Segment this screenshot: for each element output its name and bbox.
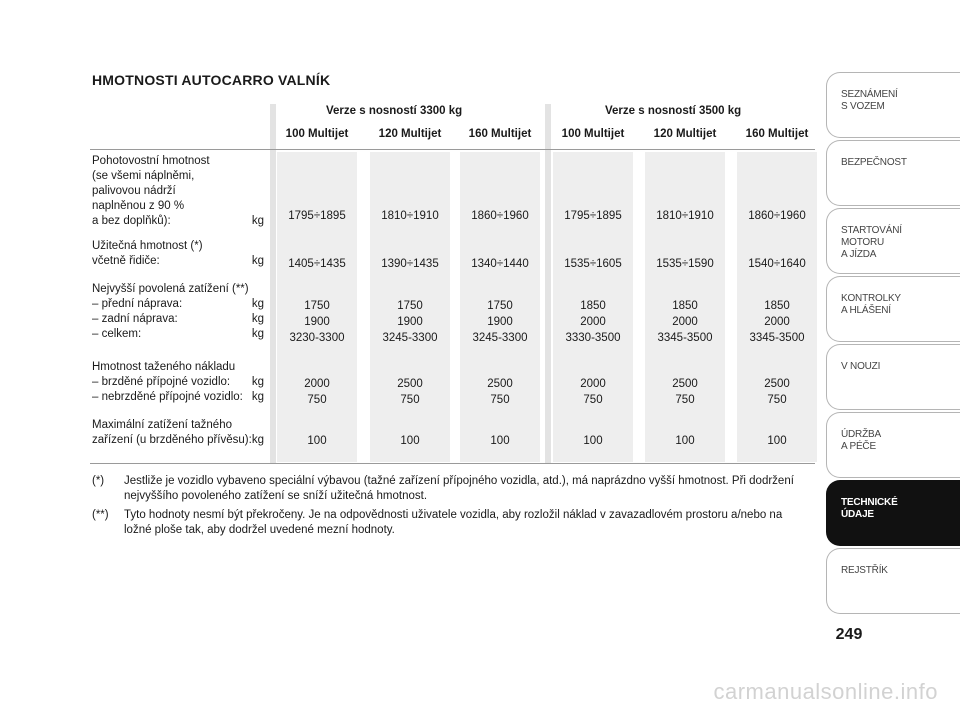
row-label-text: Užitečná hmotnost (*)	[92, 240, 203, 252]
column-separator	[270, 104, 276, 464]
chapter-tab[interactable]	[826, 412, 960, 478]
unit-label: kg	[251, 391, 264, 403]
cell-value: 100	[307, 435, 327, 447]
row-label-text: – zadní náprava:	[92, 313, 178, 325]
row-label-line	[92, 214, 264, 229]
chapter-tab-label: ÚDRŽBA A PÉČE	[841, 429, 881, 452]
cell-value: 1850	[764, 300, 790, 312]
cell-value: 1750	[304, 300, 330, 312]
cell-value: 750	[583, 394, 603, 406]
row-label-line	[92, 297, 264, 312]
table-cell	[370, 376, 450, 408]
row-label-text: a bez doplňků):	[92, 215, 171, 227]
row-label-line	[92, 312, 264, 327]
row-label-text: (se všemi náplněmi,	[92, 170, 195, 182]
unit-label: kg	[251, 255, 264, 267]
table-cell	[645, 433, 725, 449]
cell-value: 1340÷1440	[471, 258, 529, 270]
unit-label: kg	[251, 328, 264, 340]
unit-label: kg	[251, 376, 264, 388]
cell-value: 750	[400, 394, 420, 406]
row-label-line	[92, 390, 264, 405]
header-rule	[90, 149, 815, 150]
footnote	[92, 508, 812, 538]
row-label-text: palivovou nádrží	[92, 185, 176, 197]
cell-value: 2000	[304, 378, 330, 390]
footnotes	[92, 474, 812, 542]
table-cell	[645, 376, 725, 408]
row-label-line	[92, 375, 264, 390]
column-header: 120 Multijet	[653, 128, 717, 140]
cell-value: 2000	[580, 378, 606, 390]
cell-value: 100	[767, 435, 787, 447]
row-label	[92, 360, 264, 405]
row-label-line	[92, 239, 264, 254]
cell-value: 3330-3500	[565, 332, 621, 344]
row-label-line	[92, 184, 264, 199]
chapter-tab[interactable]	[826, 548, 960, 614]
row-label-line	[92, 433, 264, 448]
row-label-text: – brzděné přípojné vozidlo:	[92, 376, 231, 388]
table-cell	[460, 298, 540, 346]
group-header-3300: Verze s nosností 3300 kg	[326, 105, 463, 117]
cell-value: 1405÷1435	[288, 258, 346, 270]
watermark: carmanualsonline.info	[713, 679, 938, 704]
chapter-tab-label: V NOUZI	[841, 361, 881, 372]
chapter-tab-label: TECHNICKÉ ÚDAJE	[841, 497, 898, 520]
cell-value: 100	[583, 435, 603, 447]
cell-value: 1900	[304, 316, 330, 328]
cell-value: 1795÷1895	[564, 210, 622, 222]
row-label-text: – celkem:	[92, 328, 142, 340]
table-cell	[737, 376, 817, 408]
table-cell	[460, 208, 540, 224]
cell-value: 750	[675, 394, 695, 406]
unit-label: kg	[251, 313, 264, 325]
table-cell	[277, 433, 357, 449]
cell-value: 1850	[580, 300, 606, 312]
table-cell	[553, 376, 633, 408]
row-label-text: zařízení (u brzděného přívěsu):	[92, 434, 252, 446]
chapter-tab-label: STARTOVÁNÍ MOTORU A JÍZDA	[841, 225, 902, 260]
cell-value: 1860÷1960	[471, 210, 529, 222]
cell-value: 1750	[487, 300, 513, 312]
table-bottom-rule	[90, 463, 815, 464]
footnote-text: Jestliže je vozidlo vybaveno speciální výbavou (tažné zařízení přípojného vozidla, atd.), má naprázdno vyšší hmotnost. Při dodržení nejvyššího povoleného zatížení se sníží užitečná hmotnost.	[124, 475, 794, 502]
cell-value: 1535÷1590	[656, 258, 714, 270]
chapter-tab-label: REJSTŘÍK	[841, 565, 888, 576]
cell-value: 750	[767, 394, 787, 406]
row-label-line	[92, 418, 264, 433]
table-cell	[370, 256, 450, 272]
chapter-tab[interactable]	[826, 72, 960, 138]
page-number: 249	[835, 626, 863, 643]
group-header-3500: Verze s nosností 3500 kg	[605, 105, 742, 117]
row-label-text: včetně řidiče:	[92, 255, 160, 267]
cell-value: 1850	[672, 300, 698, 312]
row-label	[92, 154, 264, 229]
cell-value: 2000	[672, 316, 698, 328]
row-label-text: – nebrzděné přípojné vozidlo:	[92, 391, 243, 403]
cell-value: 3245-3300	[382, 332, 438, 344]
table-cell	[370, 298, 450, 346]
cell-value: 100	[675, 435, 695, 447]
row-label-text: Maximální zatížení tažného	[92, 419, 232, 431]
column-header: 100 Multijet	[285, 128, 349, 140]
footnote-mark: (*)	[92, 475, 105, 487]
chapter-tab[interactable]	[826, 140, 960, 206]
row-label-line	[92, 327, 264, 342]
cell-value: 1390÷1435	[381, 258, 439, 270]
cell-value: 3245-3300	[472, 332, 528, 344]
row-label-line	[92, 254, 264, 269]
cell-value: 750	[490, 394, 510, 406]
row-label-text: Hmotnost taženého nákladu	[92, 361, 236, 373]
cell-value: 100	[490, 435, 510, 447]
table-cell	[370, 433, 450, 449]
unit-label: kg	[251, 434, 264, 446]
column-header: 160 Multijet	[745, 128, 809, 140]
chapter-tab-label: BEZPEČNOST	[841, 157, 907, 168]
page-title: HMOTNOSTI AUTOCARRO VALNÍK	[92, 72, 331, 88]
table-cell	[277, 256, 357, 272]
table-cell	[553, 433, 633, 449]
cell-value: 3345-3500	[657, 332, 713, 344]
chapter-tab[interactable]	[826, 208, 960, 274]
column-header: 160 Multijet	[468, 128, 532, 140]
table-cell	[460, 256, 540, 272]
row-label-line	[92, 282, 264, 297]
footnote	[92, 474, 812, 504]
row-label-line	[92, 199, 264, 214]
table-cell	[645, 208, 725, 224]
table-cell	[737, 256, 817, 272]
table-cell	[645, 298, 725, 346]
cell-value: 2500	[487, 378, 513, 390]
row-label-text: Pohotovostní hmotnost	[92, 155, 210, 167]
row-label	[92, 418, 264, 448]
chapter-tab[interactable]	[826, 344, 960, 410]
row-label-line	[92, 169, 264, 184]
table-cell	[737, 298, 817, 346]
table-cell	[277, 298, 357, 346]
row-label-text: naplněnou z 90 %	[92, 200, 185, 212]
cell-value: 2000	[764, 316, 790, 328]
table-cell	[553, 256, 633, 272]
footnote-text: Tyto hodnoty nesmí být překročeny. Je na odpovědnosti uživatele vozidla, aby rozložil náklad v zavazadlovém prostoru a/nebo na ložné ploše tak, aby dodržel uvedené mezní hodnoty.	[124, 509, 783, 536]
row-label-line	[92, 360, 264, 375]
table-cell	[737, 433, 817, 449]
cell-value: 100	[400, 435, 420, 447]
cell-value: 1795÷1895	[288, 210, 346, 222]
footnote-mark: (**)	[92, 509, 109, 521]
cell-value: 1810÷1910	[381, 210, 439, 222]
column-separator	[545, 104, 551, 464]
chapter-tab[interactable]	[826, 480, 960, 546]
chapter-tab-label: SEZNÁMENÍ S VOZEM	[841, 89, 898, 112]
cell-value: 750	[307, 394, 327, 406]
column-header: 100 Multijet	[561, 128, 625, 140]
table-cell	[737, 208, 817, 224]
unit-label: kg	[251, 298, 264, 310]
table-cell	[370, 208, 450, 224]
row-label-text: Nejvyšší povolená zatížení (**)	[92, 283, 249, 295]
row-label	[92, 282, 264, 342]
table-cell	[645, 256, 725, 272]
table-cell	[277, 376, 357, 408]
cell-value: 1750	[397, 300, 423, 312]
column-header: 120 Multijet	[378, 128, 442, 140]
cell-value: 1540÷1640	[748, 258, 806, 270]
table-cell	[553, 298, 633, 346]
table-cell	[460, 376, 540, 408]
row-label-line	[92, 154, 264, 169]
cell-value: 1860÷1960	[748, 210, 806, 222]
cell-value: 1900	[397, 316, 423, 328]
unit-label: kg	[251, 215, 264, 227]
cell-value: 2000	[580, 316, 606, 328]
cell-value: 2500	[672, 378, 698, 390]
table-cell	[460, 433, 540, 449]
cell-value: 3345-3500	[749, 332, 805, 344]
cell-value: 1535÷1605	[564, 258, 622, 270]
row-label	[92, 239, 264, 269]
table-cell	[277, 208, 357, 224]
cell-value: 1900	[487, 316, 513, 328]
chapter-tab-label: KONTROLKY A HLÁŠENÍ	[841, 293, 901, 316]
cell-value: 1810÷1910	[656, 210, 714, 222]
chapter-tab[interactable]	[826, 276, 960, 342]
cell-value: 3230-3300	[289, 332, 345, 344]
row-label-text: – přední náprava:	[92, 298, 183, 310]
cell-value: 2500	[764, 378, 790, 390]
table-cell	[553, 208, 633, 224]
cell-value: 2500	[397, 378, 423, 390]
